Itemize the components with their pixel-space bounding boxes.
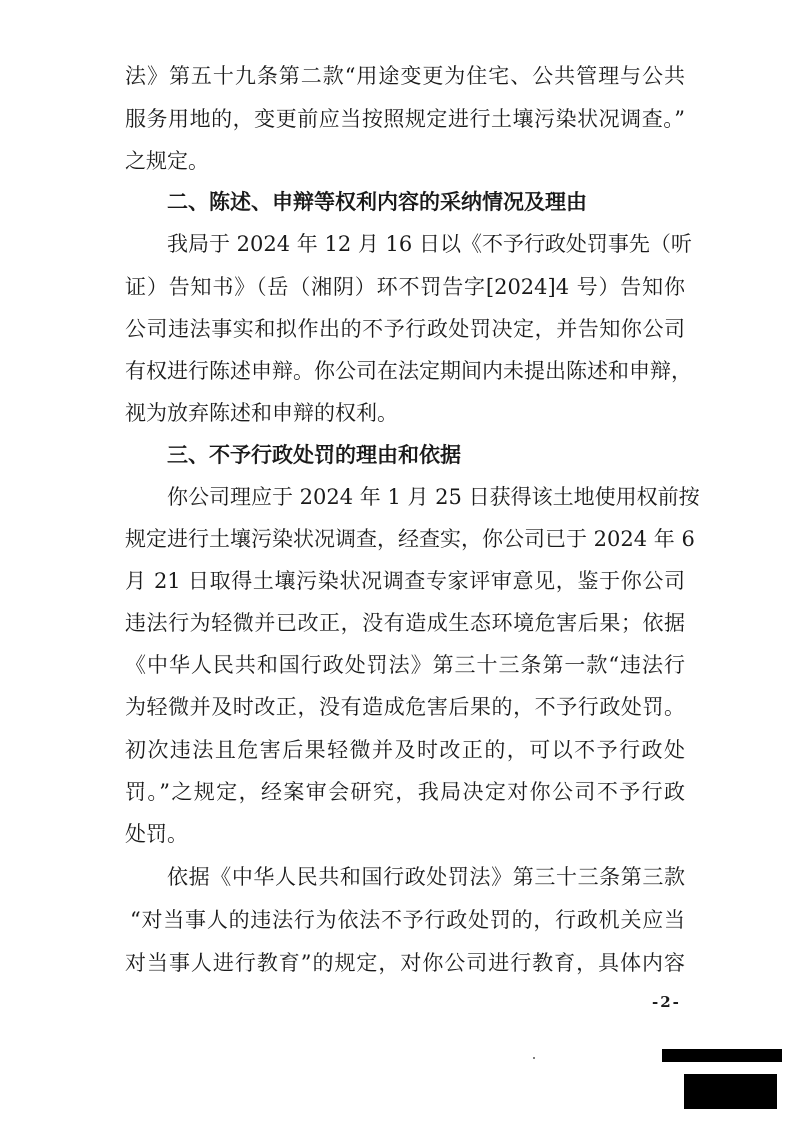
- body-line: 你公司理应于 2024 年 1 月 25 日获得该土地使用权前按: [167, 485, 700, 509]
- body-line: 之规定。: [125, 149, 209, 173]
- body-line: 违法行为轻微并已改正，没有造成生态环境危害后果；依据: [125, 611, 685, 635]
- body-line: 规定进行土壤污染状况调查，经查实，你公司已于 2024 年 6: [125, 527, 695, 551]
- body-line: 处罚。: [125, 822, 188, 846]
- body-line: 初次违法且危害后果轻微并及时改正的，可以不予行政处: [125, 738, 685, 762]
- body-line: 我局于 2024 年 12 月 16 日以《不予行政处罚事先（听: [167, 232, 692, 256]
- redaction-bar: [662, 1049, 782, 1062]
- body-line: 为轻微并及时改正，没有造成危害后果的，不予行政处罚。: [125, 695, 685, 719]
- body-line: “对当事人的违法行为依法不予行政处罚的，行政机关应当: [130, 908, 685, 932]
- body-line: 视为放弃陈述和申辩的权利。: [125, 401, 398, 425]
- body-line: 公司违法事实和拟作出的不予行政处罚决定，并告知你公司: [125, 317, 685, 341]
- body-line: 《中华人民共和国行政处罚法》第三十三条第一款“违法行: [125, 653, 685, 677]
- body-line: 法》第五十九条第二款“用途变更为住宅、公共管理与公共: [125, 64, 685, 88]
- redaction-box: [684, 1074, 777, 1109]
- page-number: -2-: [652, 993, 681, 1011]
- section-heading-3: 三、不予行政处罚的理由和依据: [167, 443, 461, 467]
- section-heading-2: 二、陈述、申辩等权利内容的采纳情况及理由: [167, 190, 587, 214]
- scan-speck: [533, 1057, 535, 1059]
- body-line: 月 21 日取得土壤污染状况调查专家评审意见，鉴于你公司: [125, 569, 685, 593]
- body-line: 对当事人进行教育”的规定，对你公司进行教育，具体内容: [125, 951, 685, 975]
- body-line: 服务用地的，变更前应当按照规定进行土壤污染状况调查。”: [125, 107, 685, 131]
- body-line: 罚。”之规定，经案审会研究，我局决定对你公司不予行政: [125, 780, 685, 804]
- body-line: 依据《中华人民共和国行政处罚法》第三十三条第三款: [167, 865, 685, 889]
- body-line: 证）告知书》（岳（湘阴）环不罚告字[2024]4 号）告知你: [125, 275, 685, 299]
- body-line: 有权进行陈述申辩。你公司在法定期间内未提出陈述和申辩，: [125, 359, 692, 383]
